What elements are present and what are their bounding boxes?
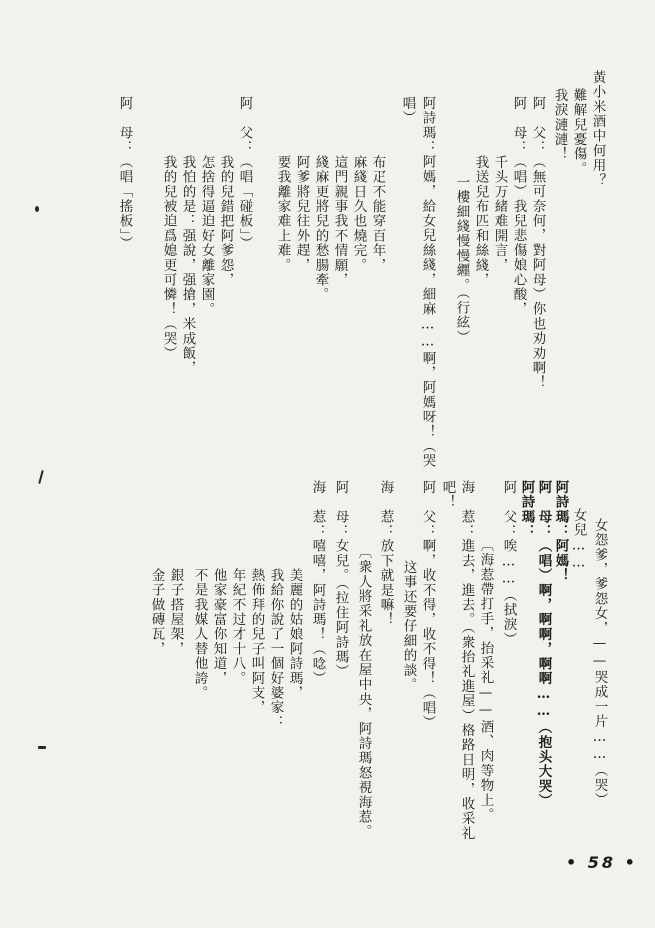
text-column: 阿爹將兒往外趕， <box>293 155 310 273</box>
text-column: 我怕的是：强說，强搶，米成飯， <box>179 155 196 376</box>
ink-mark <box>35 206 39 212</box>
text-column: 女兒…… <box>570 508 587 572</box>
dialogue-line: 阿詩瑪：阿媽！ <box>552 480 569 583</box>
text-column: 這門親事我不情願， <box>331 155 348 288</box>
text-column: 他家豪富你知道， <box>210 568 227 686</box>
text-column: 我的兒錯把阿爹怨， <box>217 155 234 288</box>
text-column: 千头万緒难開言， <box>491 155 508 273</box>
text-column: 熱佈拜的兒子叫阿支， <box>248 568 265 715</box>
dialogue-line: 阿 母：（唱）啊，啊啊，啊啊……（抱头大哭） <box>535 480 552 809</box>
dialogue-line: 阿 母：女兒。（拉住阿詩瑪） <box>332 480 349 680</box>
text-column: 布疋不能穿百年， <box>369 155 386 273</box>
text-column: 一樓細綫慢慢纒。（行絃） <box>453 175 470 345</box>
dialogue-line: 阿 父：（無可奈何，對阿母）你也劝劝啊！ <box>529 96 546 390</box>
dialogue-line: 阿 父：（唱「碰板」） <box>236 96 253 251</box>
text-column: 我淚漣漣！ <box>551 88 568 162</box>
dialogue-line: 阿 父：啊，收不得，收不得！（唱） <box>419 480 436 730</box>
text-column: 年紀不过才十八。 <box>229 568 246 686</box>
text-column: 金子做磚瓦， <box>148 568 165 657</box>
dialogue-line: 阿 母：（唱）我兒悲傷娘心酸， <box>510 96 527 317</box>
dialogue-line: 海 惹：進去，進去。（衆抬礼進屋）格路日明，收采礼 <box>458 480 475 841</box>
text-column: 麻綫日久也燒完。 <box>350 155 367 273</box>
text-column: 難解兒憂傷。 <box>570 88 587 177</box>
stage-direction: 〔衆人將采礼放在屋中央，阿詩瑪怒視海惹。 <box>355 545 372 839</box>
text-column: 唱） <box>399 96 416 126</box>
text-column: 我給你說了一個好婆家： <box>267 568 284 730</box>
page-number: • 58 • <box>566 853 638 872</box>
dialogue-line: 阿詩瑪：阿媽，給女兒絲綫，細麻……啊，阿媽呀！（哭 <box>419 96 436 469</box>
text-column: 銀子搭屋架， <box>167 568 184 657</box>
ink-mark <box>38 746 46 749</box>
dialogue-line: 海 惹：放下就是嘛！ <box>377 480 394 627</box>
text-column: 吧！ <box>439 480 456 510</box>
text-column: 要我離家难上难。 <box>274 155 291 273</box>
song-line: 女怨爹，爹怨女，——哭成一片……（哭） <box>591 518 608 808</box>
text-column: 怎捨得逼迫好女離家園。 <box>198 155 215 317</box>
dialogue-line: 阿詩瑪： <box>518 480 535 539</box>
dialogue-line: 阿 父：唉……（拭淚） <box>500 480 517 647</box>
text-column: 我送兒布匹和絲綫， <box>472 155 489 288</box>
stage-direction: 〔海惹帶打手，抬采礼——酒、肉等物上。 <box>477 538 494 823</box>
dialogue-line: 海 惹：嘻嘻，阿詩瑪！（唸） <box>309 480 326 686</box>
text-column: 黃小米酒中何用？ <box>589 70 606 188</box>
text-column: 这事还要仔細的談。 <box>400 560 417 693</box>
text-column: 我的兒被迫爲媳更可憐！（哭） <box>160 155 177 361</box>
text-column: 綫麻更將兒的愁腸牽。 <box>312 155 329 302</box>
ink-mark <box>38 470 44 484</box>
text-column: 不是我媒人替他誇。 <box>191 568 208 701</box>
text-column: 美麗的姑娘阿詩瑪， <box>286 568 303 701</box>
dialogue-line: 阿 母：（唱「搖板」） <box>116 96 133 251</box>
